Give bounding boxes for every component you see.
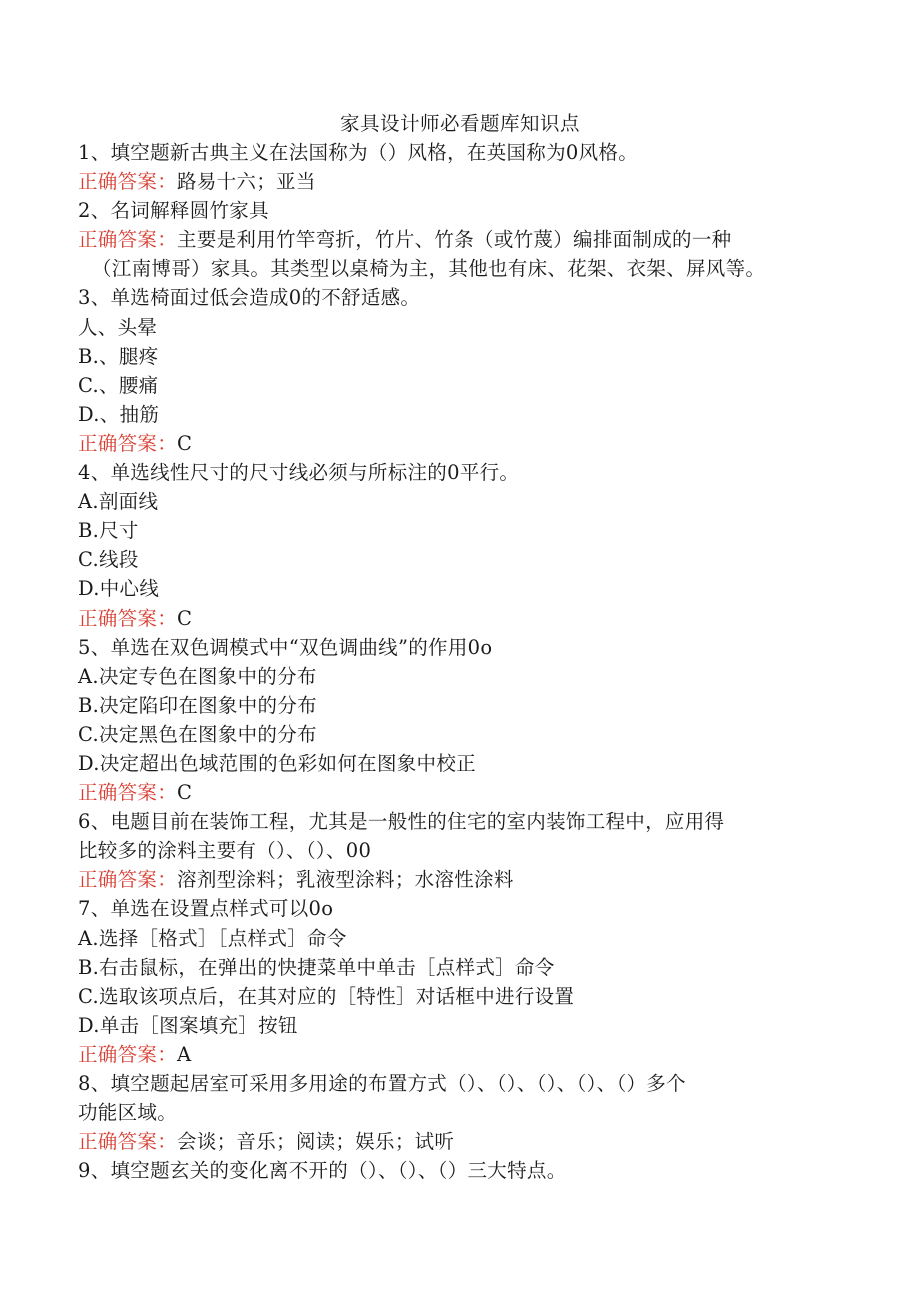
document-title: 家具设计师必看题库知识点 <box>339 112 580 135</box>
option-line: 人、头晕 <box>78 315 158 339</box>
option-line: C.决定黑色在图象中的分布 <box>78 722 317 746</box>
option-line: D.决定超出色域范围的色彩如何在图象中校正 <box>78 751 476 775</box>
option-line: B.决定陷印在图象中的分布 <box>78 693 317 717</box>
answer-label: 正确答案： <box>78 1130 178 1154</box>
option-line: C.线段 <box>78 548 139 572</box>
option-line: D.中心线 <box>78 577 160 601</box>
option-line: A.决定专色在图象中的分布 <box>78 664 317 688</box>
answer-text: C <box>177 606 193 630</box>
answer-line <box>78 865 838 894</box>
answer-line <box>78 604 838 633</box>
answer-line <box>78 1040 838 1069</box>
option-line: A.剖面线 <box>78 490 159 514</box>
option-line: A.选择［格式］［点样式］命令 <box>78 926 347 950</box>
answer-text: 主要是利用竹竿弯折，竹片、竹条（或竹蔑）编排面制成的一种 <box>177 228 732 252</box>
answer-line <box>78 778 838 807</box>
answer-label: 正确答案： <box>78 781 178 805</box>
option-line: B.右击鼠标，在弹出的快捷菜单中单击［点样式］命令 <box>78 955 555 979</box>
answer-label: 正确答案： <box>78 868 178 892</box>
question-line: 7、单选在设置点样式可以0o <box>78 897 334 921</box>
question-line: 4、单选线性尺寸的尺寸线必须与所标注的0平行。 <box>78 461 520 485</box>
answer-label: 正确答案： <box>78 1042 178 1066</box>
question-list <box>78 138 838 1185</box>
question-line: 6、电题目前在装饰工程，尤其是一般性的住宅的室内装饰工程中，应用得 <box>78 810 725 834</box>
option-line: B.、腿疼 <box>78 344 159 368</box>
answer-text: 路易十六；亚当 <box>177 170 316 194</box>
answer-label: 正确答案： <box>78 228 178 252</box>
answer-text: A <box>177 1042 192 1066</box>
answer-line <box>78 225 838 254</box>
option-line: B.尺寸 <box>78 519 139 543</box>
option-line: D.、抽筋 <box>78 402 160 426</box>
option-line: D.单击［图案填充］按钮 <box>78 1013 298 1037</box>
answer-continuation-line: （江南博哥）家具。其类型以桌椅为主，其他也有床、花架、衣架、屏风等。 <box>92 257 766 281</box>
question-line: 2、名词解释圆竹家具 <box>78 199 269 223</box>
question-line: 比较多的涂料主要有（）、（）、00 <box>78 839 372 863</box>
answer-text: C <box>177 781 193 805</box>
answer-label: 正确答案： <box>78 170 178 194</box>
question-line: 9、填空题玄关的变化离不开的（）、（）、（）三大特点。 <box>78 1159 567 1183</box>
question-line: 5、单选在双色调模式中“双色调曲线”的作用0o <box>78 635 493 659</box>
answer-text: 会谈；音乐；阅读；娱乐；试听 <box>177 1130 455 1154</box>
answer-text: 溶剂型涂料；乳液型涂料；水溶性涂料 <box>177 868 514 892</box>
question-line: 8、填空题起居室可采用多用途的布置方式（）、（）、（）、（）、（）多个 <box>78 1072 686 1095</box>
answer-label: 正确答案： <box>78 431 178 455</box>
answer-line <box>78 1127 838 1156</box>
answer-line <box>78 167 838 196</box>
question-line: 1、填空题新古典主义在法国称为（）风格，在英国称为0风格。 <box>78 141 639 164</box>
question-line: 3、单选椅面过低会造成0的不舒适感。 <box>78 286 421 310</box>
answer-label: 正确答案： <box>78 606 178 630</box>
answer-text: C <box>177 431 193 455</box>
answer-line <box>78 429 838 458</box>
question-line: 功能区域。 <box>78 1101 178 1125</box>
option-line: C.、腰痛 <box>78 373 159 397</box>
option-line: C.选取该项点后，在其对应的［特性］对话框中进行设置 <box>78 984 575 1008</box>
